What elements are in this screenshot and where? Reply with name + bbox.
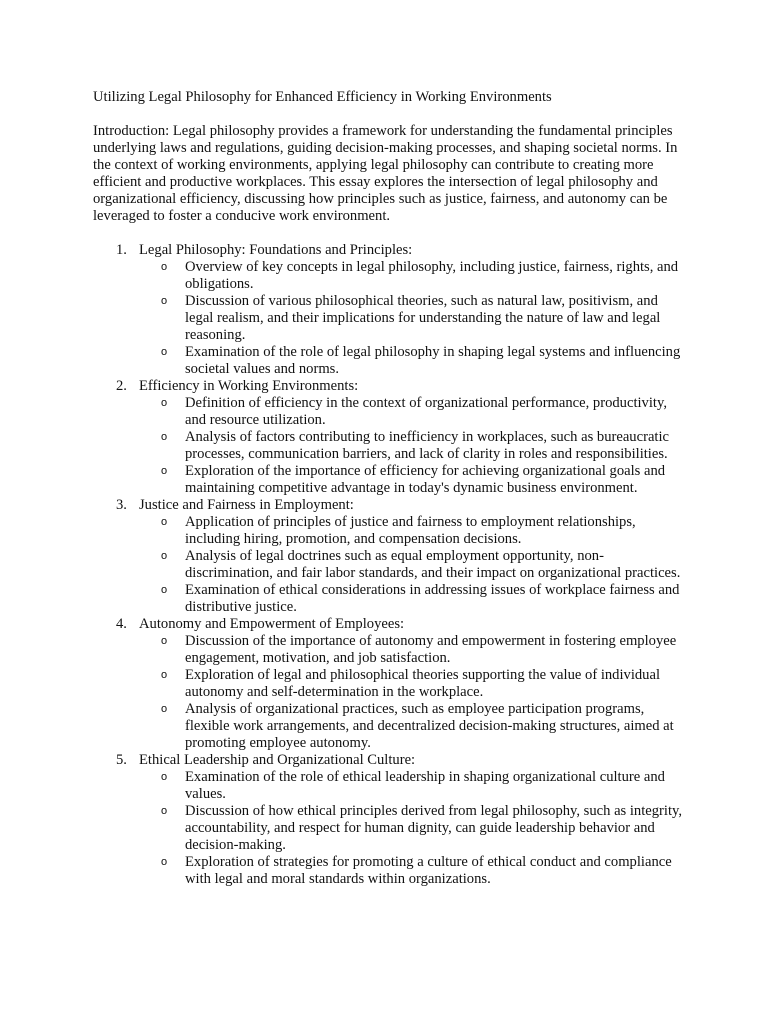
- point-text: Discussion of the importance of autonomy and empowerment in fostering employee engagement, motivation, and job satisfaction.: [185, 633, 677, 666]
- section-item: [93, 752, 683, 888]
- section-item: [93, 616, 683, 752]
- list-item: [139, 582, 683, 616]
- list-item: [139, 803, 683, 854]
- point-text: Discussion of how ethical principles derived from legal philosophy, such as integrity, accountability, and respect for human dignity, can guide leadership behavior and decision-making.: [185, 803, 683, 853]
- list-item: [139, 854, 683, 888]
- list-item: [139, 344, 683, 378]
- hollow-bullet-icon: o: [161, 261, 168, 273]
- list-item: [139, 667, 683, 701]
- point-text: Exploration of legal and philosophical theories supporting the value of individual autonomy and self-determination in the workplace.: [185, 667, 661, 700]
- hollow-bullet-icon: o: [161, 703, 168, 715]
- point-text: Exploration of the importance of efficiency for achieving organizational goals and maintaining competitive advantage in today's dynamic business environment.: [185, 463, 666, 496]
- point-list: [139, 395, 683, 497]
- section-heading: Legal Philosophy: Foundations and Principles:: [139, 242, 413, 258]
- point-list: [139, 259, 683, 378]
- point-text: Application of principles of justice and fairness to employment relationships, including hiring, promotion, and compensation decisions.: [185, 514, 636, 547]
- point-text: Examination of ethical considerations in addressing issues of workplace fairness and distributive justice.: [185, 582, 680, 615]
- introduction-paragraph: Introduction: Legal philosophy provides a framework for understanding the fundamental principles underlying laws and regulations, guiding decision-making processes, and shaping societal norms. In the context of working environments, applying legal philosophy can contribute to creating more efficient and productive workplaces. This essay explores the intersection of legal philosophy and organizational efficiency, discussing how principles such as justice, fairness, and autonomy can be leveraged to foster a conducive work environment.: [93, 123, 678, 224]
- document-title: Utilizing Legal Philosophy for Enhanced Efficiency in Working Environments: [93, 89, 552, 105]
- document-page: [93, 89, 683, 888]
- hollow-bullet-icon: o: [161, 465, 168, 477]
- hollow-bullet-icon: o: [161, 669, 168, 681]
- section-list: [93, 242, 683, 888]
- section-heading: Justice and Fairness in Employment:: [139, 497, 354, 513]
- section-number: 4.: [116, 616, 127, 632]
- section-heading: Autonomy and Empowerment of Employees:: [139, 616, 405, 632]
- list-item: [139, 701, 683, 752]
- section-number: 3.: [116, 497, 127, 513]
- point-text: Discussion of various philosophical theories, such as natural law, positivism, and legal realism, and their implications for understanding the nature of law and legal reasoning.: [185, 293, 661, 343]
- hollow-bullet-icon: o: [161, 346, 168, 358]
- hollow-bullet-icon: o: [161, 550, 168, 562]
- section-item: [93, 497, 683, 616]
- section-number: 1.: [116, 242, 127, 258]
- hollow-bullet-icon: o: [161, 431, 168, 443]
- point-list: [139, 769, 683, 888]
- list-item: [139, 548, 683, 582]
- hollow-bullet-icon: o: [161, 516, 168, 528]
- point-text: Overview of key concepts in legal philosophy, including justice, fairness, rights, and obligations.: [185, 259, 679, 292]
- list-item: [139, 514, 683, 548]
- point-text: Exploration of strategies for promoting a culture of ethical conduct and compliance with legal and moral standards within organizations.: [185, 854, 672, 887]
- list-item: [139, 769, 683, 803]
- point-text: Analysis of factors contributing to inefficiency in workplaces, such as bureaucratic processes, communication barriers, and lack of clarity in roles and responsibilities.: [185, 429, 670, 462]
- point-text: Analysis of legal doctrines such as equal employment opportunity, non-discrimination, and fair labor standards, and their impact on organizational practices.: [185, 548, 681, 581]
- list-item: [139, 463, 683, 497]
- list-item: [139, 395, 683, 429]
- hollow-bullet-icon: o: [161, 295, 168, 307]
- list-item: [139, 259, 683, 293]
- section-item: [93, 378, 683, 497]
- point-list: [139, 633, 683, 752]
- hollow-bullet-icon: o: [161, 856, 168, 868]
- section-heading: Efficiency in Working Environments:: [139, 378, 359, 394]
- point-text: Examination of the role of ethical leadership in shaping organizational culture and values.: [185, 769, 665, 802]
- section-number: 2.: [116, 378, 127, 394]
- hollow-bullet-icon: o: [161, 584, 168, 596]
- section-heading: Ethical Leadership and Organizational Culture:: [139, 752, 416, 768]
- point-text: Analysis of organizational practices, such as employee participation programs, flexible work arrangements, and decentralized decision-making structures, aimed at promoting employee autonomy.: [185, 701, 674, 751]
- hollow-bullet-icon: o: [161, 635, 168, 647]
- hollow-bullet-icon: o: [161, 397, 168, 409]
- hollow-bullet-icon: o: [161, 771, 168, 783]
- section-item: [93, 242, 683, 378]
- point-list: [139, 514, 683, 616]
- point-text: Examination of the role of legal philosophy in shaping legal systems and influencing societal values and norms.: [185, 344, 681, 377]
- hollow-bullet-icon: o: [161, 805, 168, 817]
- point-text: Definition of efficiency in the context of organizational performance, productivity, and resource utilization.: [185, 395, 667, 428]
- list-item: [139, 293, 683, 344]
- section-number: 5.: [116, 752, 127, 768]
- list-item: [139, 429, 683, 463]
- list-item: [139, 633, 683, 667]
